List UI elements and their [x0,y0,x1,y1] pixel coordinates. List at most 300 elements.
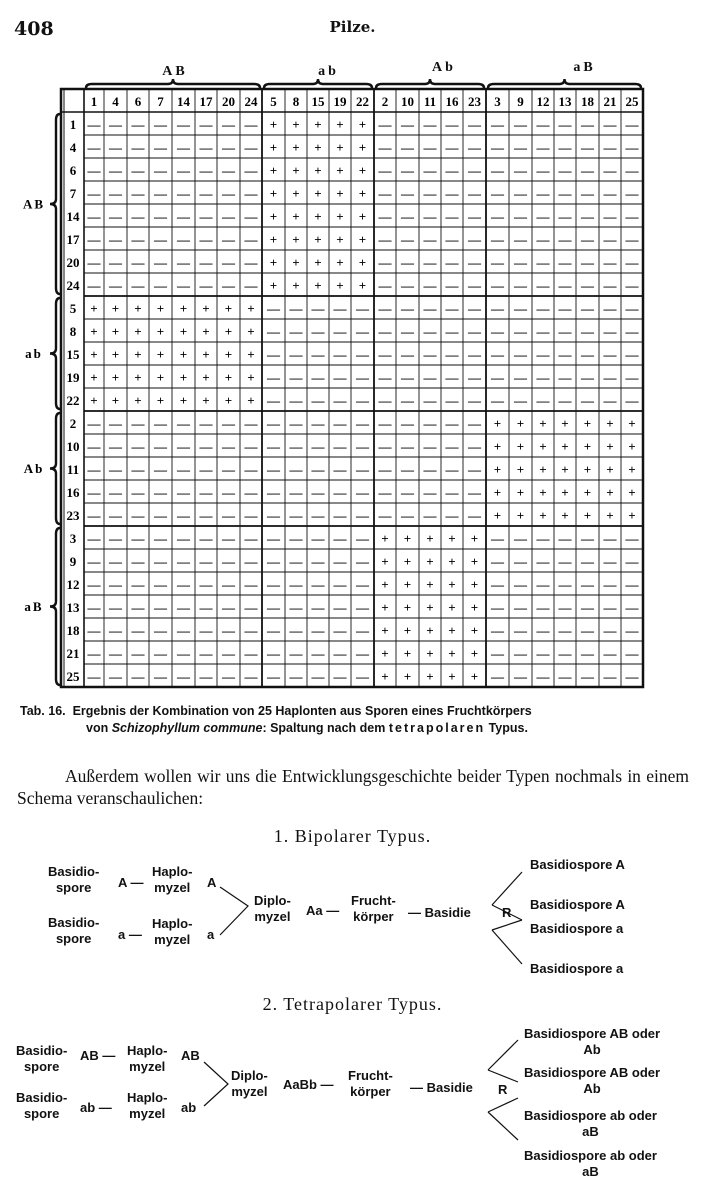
cell-plus: + [583,416,592,431]
cell-minus: — [423,163,437,178]
cell-minus: — [333,531,347,546]
cell-plus: + [381,669,389,684]
cell-minus: — [491,209,504,224]
row-header: 1 [69,117,77,132]
cell-minus: — [536,324,550,339]
cell-plus: + [156,324,165,339]
cell-minus: — [131,209,145,224]
cell-minus: — [603,163,617,178]
cell-minus: — [558,370,572,385]
schema1-r: R [502,905,512,920]
cell-minus: — [401,255,414,270]
cell-plus: + [269,186,278,201]
caption-line2-mid: : Spaltung nach dem [262,721,386,735]
cell-minus: — [199,554,213,569]
cell-plus: + [336,232,344,247]
cell-minus: — [177,140,190,155]
cell-plus: + [111,301,120,316]
cell-minus: — [289,324,303,339]
cell-minus: — [131,623,145,638]
cell-minus: — [423,301,437,316]
cell-minus: — [603,117,617,132]
cell-plus: + [111,324,120,339]
cell-minus: — [445,347,459,362]
cell-minus: — [603,255,617,270]
cell-plus: + [336,186,344,201]
cell-minus: — [131,416,145,431]
cell-minus: — [267,669,280,684]
cell-minus: — [514,531,527,546]
cell-minus: — [491,531,504,546]
cell-minus: — [581,186,594,201]
cell-minus: — [199,508,213,523]
cell-minus: — [244,232,258,247]
cell-minus: — [87,623,101,638]
cell-minus: — [558,623,572,638]
cell-minus: — [222,140,235,155]
cell-minus: — [491,324,504,339]
cell-minus: — [423,462,437,477]
cell-plus: + [336,117,344,132]
cell-minus: — [289,301,303,316]
cell-minus: — [154,462,167,477]
cell-minus: — [423,485,437,500]
cell-minus: — [289,485,303,500]
cell-minus: — [401,324,414,339]
cell-minus: — [87,646,101,661]
cell-minus: — [131,485,145,500]
column-header: 18 [581,94,594,109]
cell-plus: + [247,347,255,362]
cell-minus: — [603,531,617,546]
cell-minus: — [468,462,481,477]
cell-minus: — [536,347,550,362]
cell-minus: — [131,186,145,201]
cell-plus: + [202,370,210,385]
cell-minus: — [199,163,213,178]
schema2-diplo-factor: AaBb — [283,1077,334,1092]
cell-plus: + [358,186,367,201]
cell-minus: — [267,508,280,523]
schema2-basidie: — Basidie [410,1080,473,1095]
cell-minus: — [222,485,235,500]
cell-plus: + [247,370,255,385]
cell-minus: — [514,669,527,684]
cell-minus: — [177,554,190,569]
cell-minus: — [222,600,235,615]
cell-minus: — [289,531,303,546]
cell-plus: + [448,669,456,684]
cell-minus: — [356,531,369,546]
cell-minus: — [154,163,167,178]
cell-minus: — [267,393,280,408]
cell-minus: — [581,324,594,339]
schema1-output: Basidiospore A [530,857,625,872]
cell-minus: — [199,117,213,132]
cell-minus: — [177,278,190,293]
cell-plus: + [111,370,120,385]
cell-minus: — [199,439,213,454]
cell-minus: — [445,508,459,523]
cell-minus: — [625,117,639,132]
cell-plus: + [403,600,412,615]
cell-minus: — [289,646,303,661]
cell-minus: — [131,508,145,523]
cell-minus: — [109,117,122,132]
cell-minus: — [423,117,437,132]
cell-minus: — [199,577,213,592]
cell-minus: — [423,370,437,385]
cell-minus: — [177,646,190,661]
cell-minus: — [514,301,527,316]
schema2-output: Basidiospore ab oder aB [524,1148,657,1179]
cell-minus: — [514,646,527,661]
cell-minus: — [423,232,437,247]
schema1-basidie: — Basidie [408,905,471,920]
cell-minus: — [423,255,437,270]
cell-minus: — [311,301,325,316]
cell-minus: — [401,485,414,500]
cell-plus: + [336,255,344,270]
schema1-myzel2: Haplo- myzel [152,916,193,947]
cell-plus: + [224,324,233,339]
column-header: 6 [134,94,142,109]
cell-minus: — [333,347,347,362]
cell-minus: — [177,163,190,178]
cell-minus: — [267,646,280,661]
cell-minus: — [625,669,639,684]
schema1-spore2: Basidio- spore [48,915,100,946]
cell-plus: + [516,485,525,500]
column-header: 21 [603,94,617,109]
cell-minus: — [289,577,303,592]
cell-minus: — [87,140,101,155]
cell-minus: — [244,623,258,638]
cell-minus: — [514,232,527,247]
column-header: 10 [401,94,414,109]
cell-minus: — [333,669,347,684]
cell-plus: + [516,508,525,523]
cell-minus: — [356,508,369,523]
cell-minus: — [109,485,122,500]
cell-minus: — [581,347,594,362]
cell-minus: — [177,577,190,592]
schema1-spore2-factor: a — [118,927,142,942]
cell-minus: — [558,531,572,546]
cell-minus: — [378,347,392,362]
cell-plus: + [202,324,210,339]
cell-plus: + [606,508,614,523]
cell-plus: + [314,163,322,178]
cell-plus: + [426,669,434,684]
cell-plus: + [381,646,389,661]
cell-minus: — [154,554,167,569]
cell-minus: — [109,232,122,247]
cell-minus: — [199,209,213,224]
schema1-fruchtkoerper: Frucht- körper [351,893,396,924]
column-header: 25 [625,94,639,109]
cell-minus: — [536,531,550,546]
cell-plus: + [470,623,479,638]
schema2-branch [488,1040,518,1070]
cell-minus: — [536,669,550,684]
cell-minus: — [311,531,325,546]
cell-minus: — [289,600,303,615]
row-header: 22 [66,393,80,408]
cell-plus: + [403,554,412,569]
cell-minus: — [222,508,235,523]
cell-minus: — [581,577,594,592]
schema1-myzel1-factor: A [207,875,217,890]
cell-minus: — [468,485,481,500]
cell-plus: + [448,554,456,569]
cell-minus: — [131,462,145,477]
row-header: 6 [69,163,77,178]
cell-minus: — [199,600,213,615]
cell-minus: — [244,669,258,684]
caption-line2-pre: von [86,721,109,735]
cell-plus: + [628,462,636,477]
row-header: 9 [69,554,77,569]
cell-minus: — [468,163,481,178]
cell-plus: + [470,554,479,569]
cell-minus: — [222,278,235,293]
cell-minus: — [514,117,527,132]
cell-minus: — [244,255,258,270]
cell-plus: + [561,508,569,523]
cell-minus: — [177,117,190,132]
cell-minus: — [109,140,122,155]
cell-minus: — [154,577,167,592]
cell-minus: — [603,140,617,155]
cell-minus: — [333,462,347,477]
cell-minus: — [603,232,617,247]
cell-minus: — [625,232,639,247]
row-header: 5 [69,301,77,316]
cell-minus: — [333,439,347,454]
cell-minus: — [378,416,392,431]
cell-minus: — [177,508,190,523]
cell-minus: — [603,393,617,408]
cell-minus: — [445,439,459,454]
cell-minus: — [333,301,347,316]
cell-minus: — [558,140,572,155]
cell-plus: + [224,370,233,385]
cell-plus: + [336,278,344,293]
cell-minus: — [87,600,101,615]
cell-minus: — [558,163,572,178]
column-header: 14 [177,94,190,109]
cell-minus: — [401,393,414,408]
cell-minus: — [468,140,481,155]
cell-plus: + [493,462,502,477]
cell-minus: — [581,370,594,385]
cell-minus: — [177,232,190,247]
cell-plus: + [134,370,142,385]
cell-plus: + [448,646,456,661]
cell-minus: — [536,232,550,247]
running-head: Pilze. [329,18,376,36]
cell-minus: — [222,531,235,546]
schema1-diplo-factor: Aa — [306,903,340,918]
cell-plus: + [493,416,502,431]
cell-minus: — [222,462,235,477]
cell-plus: + [269,278,278,293]
cell-minus: — [558,117,572,132]
cell-minus: — [603,577,617,592]
cell-minus: — [491,554,504,569]
cell-plus: + [606,439,614,454]
cell-minus: — [131,669,145,684]
cell-minus: — [154,209,167,224]
cell-minus: — [154,117,167,132]
cell-plus: + [202,393,210,408]
cell-plus: + [403,623,412,638]
cell-minus: — [333,485,347,500]
cell-minus: — [625,209,639,224]
cell-minus: — [514,163,527,178]
cell-minus: — [154,416,167,431]
cell-minus: — [311,416,325,431]
schema2-branch [488,1070,518,1082]
row-group-label: AB [22,196,46,212]
cell-minus: — [177,186,190,201]
row-header: 4 [69,140,77,155]
schema1-heading: 1. Bipolarer Typus. [273,826,432,846]
cell-minus: — [222,669,235,684]
cell-minus: — [109,439,122,454]
schema1-branch [492,872,522,905]
cell-minus: — [109,163,122,178]
cell-minus: — [468,255,481,270]
column-header: 12 [536,94,550,109]
cell-minus: — [558,278,572,293]
column-header: 24 [244,94,258,109]
cell-minus: — [536,623,550,638]
row-header: 25 [66,669,80,684]
cell-plus: + [90,347,98,362]
column-group-label: aB [573,60,596,75]
cell-minus: — [536,393,550,408]
cell-minus: — [87,278,101,293]
cell-minus: — [468,186,481,201]
schema1-myzel1: Haplo- myzel [152,864,193,895]
cell-minus: — [558,186,572,201]
cell-minus: — [267,324,280,339]
cell-minus: — [468,278,481,293]
cell-minus: — [401,186,414,201]
schema2-output: Basidiospore AB oder Ab [524,1065,661,1096]
cell-plus: + [292,278,300,293]
cell-plus: + [606,462,614,477]
cell-minus: — [87,439,101,454]
cell-minus: — [199,623,213,638]
cell-minus: — [311,347,325,362]
cell-plus: + [292,163,300,178]
cell-minus: — [87,232,101,247]
cell-minus: — [199,669,213,684]
cell-minus: — [154,531,167,546]
cell-plus: + [470,600,479,615]
cell-plus: + [314,255,322,270]
cell-minus: — [558,324,572,339]
cell-minus: — [581,255,594,270]
cell-minus: — [154,646,167,661]
cell-minus: — [603,370,617,385]
cell-minus: — [222,117,235,132]
cell-minus: — [468,393,481,408]
cell-minus: — [581,646,594,661]
cell-plus: + [314,140,322,155]
cell-minus: — [222,163,235,178]
cell-minus: — [378,255,392,270]
cell-minus: — [222,232,235,247]
cell-minus: — [491,278,504,293]
cell-minus: — [311,646,325,661]
cell-minus: — [445,324,459,339]
cell-plus: + [381,554,389,569]
cell-minus: — [514,186,527,201]
cell-minus: — [423,347,437,362]
cell-plus: + [470,577,479,592]
cell-minus: — [445,278,459,293]
cell-minus: — [558,232,572,247]
cell-plus: + [314,117,322,132]
cell-minus: — [177,600,190,615]
cell-minus: — [131,278,145,293]
cell-minus: — [378,508,392,523]
cell-minus: — [222,255,235,270]
column-header: 15 [311,94,325,109]
cell-minus: — [514,393,527,408]
schema2-spore1-factor: AB — [80,1048,116,1063]
cell-plus: + [336,209,344,224]
cell-minus: — [267,301,280,316]
cell-minus: — [423,278,437,293]
cell-plus: + [224,393,233,408]
cell-minus: — [581,140,594,155]
schema1-output: Basidiospore a [530,961,624,976]
cell-minus: — [222,439,235,454]
row-group-label: Ab [23,461,45,476]
cell-minus: — [154,623,167,638]
cell-minus: — [109,531,122,546]
cell-minus: — [445,163,459,178]
cell-minus: — [109,209,122,224]
cell-minus: — [289,347,303,362]
cell-minus: — [603,278,617,293]
cell-minus: — [581,232,594,247]
cell-minus: — [536,163,550,178]
cell-minus: — [177,255,190,270]
caption-line1: Ergebnis der Kombination von 25 Haplonten aus Sporen eines Fruchtkörpers [72,704,532,718]
cell-plus: + [448,600,456,615]
cell-minus: — [333,646,347,661]
cell-minus: — [289,669,303,684]
cell-minus: — [468,347,481,362]
cell-minus: — [514,370,527,385]
cell-minus: — [603,554,617,569]
cell-minus: — [625,301,639,316]
schema1-branch [492,920,522,930]
cell-minus: — [154,508,167,523]
cell-minus: — [244,531,258,546]
cell-minus: — [401,209,414,224]
cell-minus: — [378,163,392,178]
row-header: 18 [66,623,80,638]
cell-minus: — [289,439,303,454]
cell-plus: + [314,186,322,201]
